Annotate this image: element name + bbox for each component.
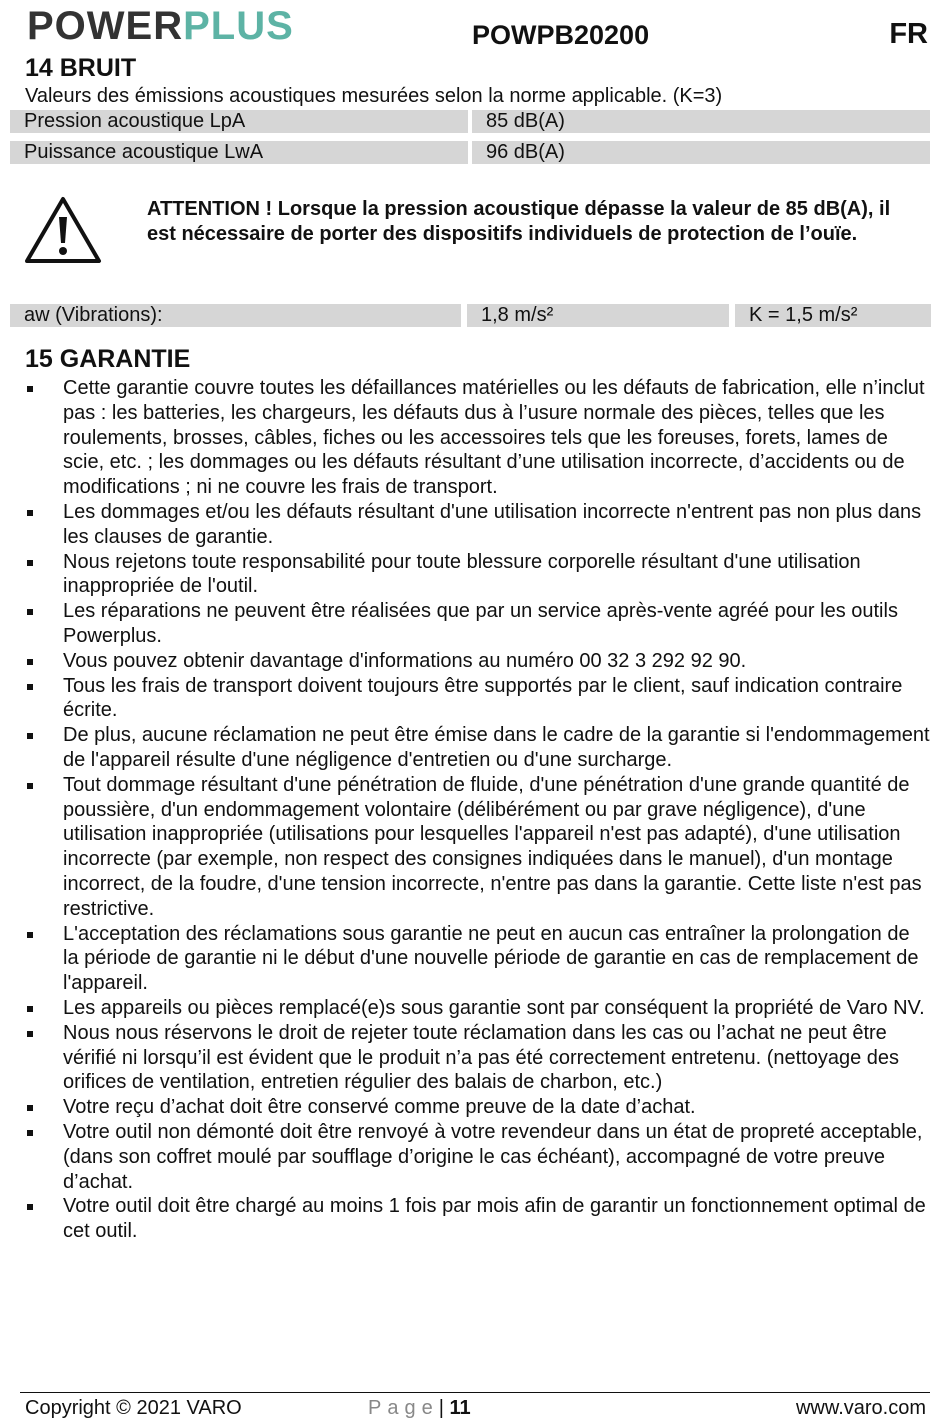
section-title-warranty: 15 GARANTIE — [25, 345, 191, 373]
footer-page-indicator — [368, 1396, 471, 1420]
noise-row-value: 85 dB(A) — [472, 110, 930, 133]
list-item: De plus, aucune réclamation ne peut être émise dans le cadre de la garantie si l'endommagement de l'appareil résulte d'une négligence d'entretien ou d'une surcharge. — [25, 723, 930, 773]
brand-logo — [27, 4, 294, 48]
logo-part-plus: PLUS — [183, 4, 294, 48]
footer-website: www.varo.com — [795, 1397, 926, 1419]
list-item: Votre outil non démonté doit être renvoyé à votre revendeur dans un état de propreté acceptable, (dans son coffret moulé par soufflage d’origine le cas échéant), accompagné de votre preuve d’achat. — [25, 1120, 930, 1194]
warranty-list — [25, 376, 930, 1244]
list-item: L'acceptation des réclamations sous garantie ne peut en aucun cas entraîner la prolongation de la période de garantie ni le début d'une nouvelle période de garantie en cas de remplacement de l'appareil. — [25, 922, 930, 996]
footer-divider — [20, 1392, 930, 1393]
noise-row-label: Puissance acoustique LwA — [10, 141, 468, 164]
list-item: Vous pouvez obtenir davantage d'informations au numéro 00 32 3 292 92 90. — [25, 649, 930, 674]
list-item: Les réparations ne peuvent être réalisées que par un service après-vente agréé pour les outils Powerplus. — [25, 599, 930, 649]
page-label: Page — [368, 1397, 439, 1419]
noise-row-label: Pression acoustique LpA — [10, 110, 468, 133]
section-title-noise: 14 BRUIT — [25, 54, 137, 82]
vibration-value: 1,8 m/s² — [467, 304, 729, 327]
warning-triangle-icon — [24, 195, 102, 265]
language-code: FR — [889, 18, 928, 50]
list-item: Votre reçu d’achat doit être conservé comme preuve de la date d’achat. — [25, 1095, 930, 1120]
list-item: Cette garantie couvre toutes les défaillances matérielles ou les défauts de fabrication, elle n’inclut pas : les batteries, les chargeurs, les défauts dus à l’usure normale des pièces, telles que les roulements, brosses, câbles, fiches ou les accessoires tels que les foreuses, forets, lames de scie, etc. ; les dommages ou les défauts résultant d’une utilisation incorrecte, d’accidents ou de modifications ; ni ne couvre les frais de transport. — [25, 376, 930, 500]
footer-copyright: Copyright © 2021 VARO — [25, 1397, 242, 1419]
list-item: Les appareils ou pièces remplacé(e)s sous garantie sont par conséquent la propriété de Varo NV. — [25, 996, 930, 1021]
noise-row-value: 96 dB(A) — [472, 141, 930, 164]
model-number: POWPB20200 — [472, 20, 650, 50]
list-item: Les dommages et/ou les défauts résultant d'une utilisation incorrecte n'entrent pas non plus dans les clauses de garantie. — [25, 500, 930, 550]
vibration-label: aw (Vibrations): — [10, 304, 461, 327]
noise-intro: Valeurs des émissions acoustiques mesurées selon la norme applicable. (K=3) — [25, 85, 723, 107]
list-item: Nous rejetons toute responsabilité pour toute blessure corporelle résultant d'une utilisation inappropriée de l'outil. — [25, 550, 930, 600]
noise-warning-text: ATTENTION ! Lorsque la pression acoustique dépasse la valeur de 85 dB(A), il est nécessaire de porter des dispositifs individuels de protection de l’ouïe. — [147, 198, 891, 245]
list-item: Votre outil doit être chargé au moins 1 fois par mois afin de garantir un fonctionnement optimal de cet outil. — [25, 1194, 930, 1244]
list-item: Tous les frais de transport doivent toujours être supportés par le client, sauf indication contraire écrite. — [25, 674, 930, 724]
list-item: Tout dommage résultant d'une pénétration de fluide, d'une pénétration d'une grande quantité de poussière, d'un endommagement volontaire (délibérément ou par grave négligence), d'une utilisation inappropriée (utilisations pour lesquelles l'appareil n'est pas adapté), d'une utilisation incorrecte (par exemple, non respect des consignes indiquées dans le manuel), d'un montage incorrect, de la foudre, d'une tension incorrecte, n'entre pas dans la garantie. Cette liste n'est pas restrictive. — [25, 773, 930, 922]
logo-part-power: POWER — [27, 4, 184, 48]
list-item: Nous nous réservons le droit de rejeter toute réclamation dans les cas ou l’achat ne peut être vérifié ni lorsqu’il est évident que le produit n’a pas été correctement entretenu. (nettoyage des orifices de ventilation, entretien régulier des balais de charbon, etc.) — [25, 1021, 930, 1095]
page-separator: | — [438, 1397, 444, 1419]
page-number: 11 — [449, 1397, 471, 1419]
vibration-k-value: K = 1,5 m/s² — [735, 304, 931, 327]
